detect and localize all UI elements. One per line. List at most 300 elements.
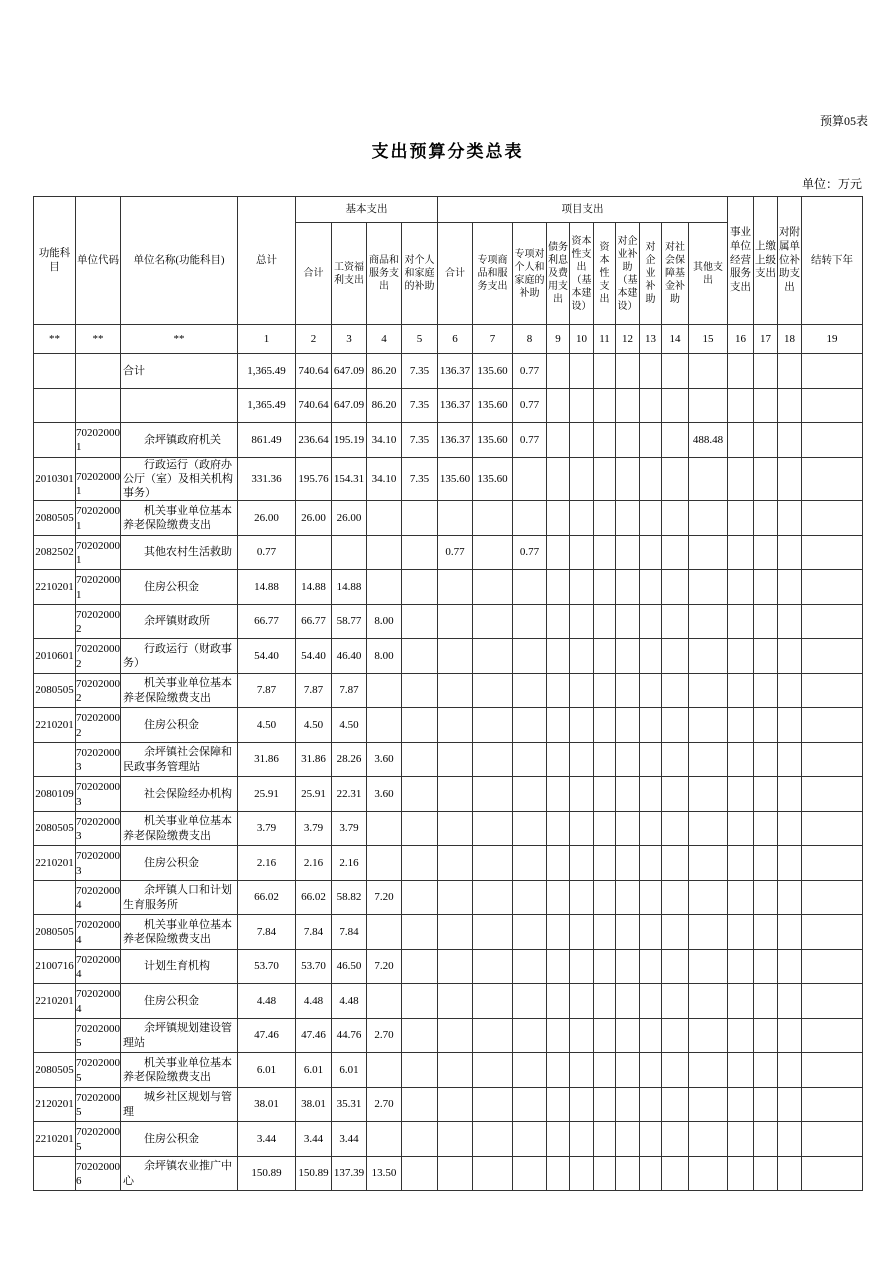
table-row xyxy=(34,984,863,1019)
cell-value-6 xyxy=(438,1122,473,1157)
cell-value-18 xyxy=(778,639,802,674)
column-index-cell: ** xyxy=(34,325,76,354)
cell-func-code xyxy=(34,742,76,777)
cell-unit-name: 机关事业单位基本养老保险缴费支出 xyxy=(121,1053,238,1088)
cell-value-12 xyxy=(616,1122,640,1157)
cell-value-5 xyxy=(402,1122,438,1157)
cell-unit-name: 机关事业单位基本养老保险缴费支出 xyxy=(121,915,238,950)
cell-value-19 xyxy=(802,535,863,570)
header-project-goods: 专项商品和服务支出 xyxy=(473,223,513,325)
cell-value-16 xyxy=(728,880,754,915)
cell-value-6 xyxy=(438,639,473,674)
cell-value-14 xyxy=(662,535,689,570)
cell-value-14 xyxy=(662,1122,689,1157)
cell-value-18 xyxy=(778,501,802,536)
cell-value-16 xyxy=(728,915,754,950)
cell-unit-code: 702020002 xyxy=(76,708,121,743)
cell-unit-code: 702020001 xyxy=(76,501,121,536)
table-row xyxy=(34,915,863,950)
cell-unit-name: 余坪镇财政所 xyxy=(121,604,238,639)
cell-value-16 xyxy=(728,846,754,881)
cell-value-7 xyxy=(473,1156,513,1191)
cell-value-12 xyxy=(616,388,640,423)
cell-value-8 xyxy=(513,846,547,881)
cell-value-16 xyxy=(728,354,754,389)
cell-value-13 xyxy=(640,604,662,639)
table-row xyxy=(34,604,863,639)
column-index-cell: 16 xyxy=(728,325,754,354)
cell-value-5 xyxy=(402,604,438,639)
cell-value-18 xyxy=(778,1018,802,1053)
cell-value-9 xyxy=(547,1087,570,1122)
header-total: 总计 xyxy=(238,197,296,325)
cell-value-9 xyxy=(547,501,570,536)
cell-value-2: 3.79 xyxy=(296,811,332,846)
cell-value-6 xyxy=(438,949,473,984)
cell-value-9 xyxy=(547,423,570,458)
cell-unit-code: 702020004 xyxy=(76,949,121,984)
cell-value-1: 150.89 xyxy=(238,1156,296,1191)
cell-value-8 xyxy=(513,501,547,536)
cell-value-3: 7.87 xyxy=(332,673,367,708)
cell-value-3: 35.31 xyxy=(332,1087,367,1122)
cell-unit-code: 702020006 xyxy=(76,1156,121,1191)
cell-value-7 xyxy=(473,604,513,639)
header-affiliate-subsidy: 对附属单位补助支出 xyxy=(778,197,802,325)
cell-value-15 xyxy=(689,354,728,389)
cell-value-7 xyxy=(473,1053,513,1088)
cell-unit-code: 702020005 xyxy=(76,1087,121,1122)
cell-unit-name: 余坪镇政府机关 xyxy=(121,423,238,458)
cell-value-9 xyxy=(547,742,570,777)
cell-value-14 xyxy=(662,501,689,536)
column-index-cell: 12 xyxy=(616,325,640,354)
cell-value-10 xyxy=(570,535,594,570)
cell-value-2 xyxy=(296,535,332,570)
cell-value-18 xyxy=(778,846,802,881)
column-index-cell: 3 xyxy=(332,325,367,354)
cell-value-18 xyxy=(778,777,802,812)
cell-value-12 xyxy=(616,1156,640,1191)
cell-value-10 xyxy=(570,501,594,536)
cell-value-7 xyxy=(473,673,513,708)
cell-value-17 xyxy=(754,742,778,777)
cell-value-15 xyxy=(689,570,728,605)
cell-value-18 xyxy=(778,708,802,743)
header-group-row xyxy=(34,197,863,223)
cell-value-1: 6.01 xyxy=(238,1053,296,1088)
cell-value-12 xyxy=(616,846,640,881)
cell-value-10 xyxy=(570,388,594,423)
cell-value-11 xyxy=(594,777,616,812)
cell-value-18 xyxy=(778,354,802,389)
cell-value-7 xyxy=(473,846,513,881)
cell-value-18 xyxy=(778,742,802,777)
cell-value-17 xyxy=(754,388,778,423)
cell-value-6 xyxy=(438,1087,473,1122)
cell-value-3: 58.77 xyxy=(332,604,367,639)
cell-value-13 xyxy=(640,501,662,536)
cell-value-17 xyxy=(754,604,778,639)
cell-unit-name: 住房公积金 xyxy=(121,1122,238,1157)
header-unit-code: 单位代码 xyxy=(76,197,121,325)
cell-value-6 xyxy=(438,673,473,708)
cell-value-12 xyxy=(616,673,640,708)
cell-value-9 xyxy=(547,984,570,1019)
cell-value-6 xyxy=(438,777,473,812)
cell-value-13 xyxy=(640,639,662,674)
cell-value-17 xyxy=(754,915,778,950)
cell-value-4 xyxy=(367,708,402,743)
cell-value-10 xyxy=(570,570,594,605)
cell-value-19 xyxy=(802,604,863,639)
cell-func-code xyxy=(34,880,76,915)
cell-value-3: 195.19 xyxy=(332,423,367,458)
column-index-cell: 2 xyxy=(296,325,332,354)
cell-value-18 xyxy=(778,880,802,915)
cell-value-3: 22.31 xyxy=(332,777,367,812)
cell-value-4: 2.70 xyxy=(367,1018,402,1053)
cell-func-code: 2120201 xyxy=(34,1087,76,1122)
cell-value-15 xyxy=(689,535,728,570)
cell-value-15 xyxy=(689,880,728,915)
cell-value-5 xyxy=(402,1087,438,1122)
cell-value-14 xyxy=(662,457,689,501)
cell-value-11 xyxy=(594,811,616,846)
cell-value-3: 137.39 xyxy=(332,1156,367,1191)
cell-value-4: 86.20 xyxy=(367,354,402,389)
cell-value-5 xyxy=(402,915,438,950)
cell-value-1: 7.84 xyxy=(238,915,296,950)
cell-value-16 xyxy=(728,673,754,708)
cell-value-15 xyxy=(689,949,728,984)
header-project-enterprise-construction: 对企业补助（基本建设） xyxy=(616,223,640,325)
cell-value-14 xyxy=(662,708,689,743)
cell-value-12 xyxy=(616,354,640,389)
cell-value-16 xyxy=(728,1018,754,1053)
cell-value-16 xyxy=(728,604,754,639)
cell-value-12 xyxy=(616,915,640,950)
cell-value-7: 135.60 xyxy=(473,388,513,423)
cell-value-11 xyxy=(594,388,616,423)
cell-value-2: 150.89 xyxy=(296,1156,332,1191)
cell-unit-code: 702020003 xyxy=(76,846,121,881)
cell-value-1: 2.16 xyxy=(238,846,296,881)
cell-value-4: 3.60 xyxy=(367,777,402,812)
table-row xyxy=(34,423,863,458)
cell-value-3: 7.84 xyxy=(332,915,367,950)
cell-unit-code: 702020002 xyxy=(76,604,121,639)
cell-value-12 xyxy=(616,949,640,984)
cell-value-14 xyxy=(662,1087,689,1122)
cell-value-16 xyxy=(728,811,754,846)
column-index-cell: ** xyxy=(76,325,121,354)
cell-unit-code: 702020004 xyxy=(76,880,121,915)
cell-value-19 xyxy=(802,777,863,812)
cell-value-6: 135.60 xyxy=(438,457,473,501)
cell-value-3: 28.26 xyxy=(332,742,367,777)
column-index-cell: 14 xyxy=(662,325,689,354)
cell-unit-name: 机关事业单位基本养老保险缴费支出 xyxy=(121,501,238,536)
cell-unit-code: 702020005 xyxy=(76,1122,121,1157)
cell-value-1: 47.46 xyxy=(238,1018,296,1053)
table-row xyxy=(34,501,863,536)
cell-value-10 xyxy=(570,984,594,1019)
cell-value-6 xyxy=(438,846,473,881)
cell-value-13 xyxy=(640,984,662,1019)
cell-func-code: 2080505 xyxy=(34,811,76,846)
cell-value-14 xyxy=(662,570,689,605)
column-index-cell: 15 xyxy=(689,325,728,354)
cell-value-11 xyxy=(594,423,616,458)
cell-value-19 xyxy=(802,949,863,984)
cell-unit-name: 机关事业单位基本养老保险缴费支出 xyxy=(121,673,238,708)
cell-value-15 xyxy=(689,708,728,743)
cell-value-11 xyxy=(594,708,616,743)
cell-value-16 xyxy=(728,1156,754,1191)
cell-value-4: 3.60 xyxy=(367,742,402,777)
cell-value-8: 0.77 xyxy=(513,388,547,423)
column-index-cell: 11 xyxy=(594,325,616,354)
cell-value-17 xyxy=(754,673,778,708)
cell-value-3: 4.50 xyxy=(332,708,367,743)
cell-value-8 xyxy=(513,604,547,639)
cell-func-code xyxy=(34,1018,76,1053)
cell-value-13 xyxy=(640,949,662,984)
cell-value-6 xyxy=(438,570,473,605)
cell-value-6 xyxy=(438,501,473,536)
cell-unit-name: 余坪镇农业推广中心 xyxy=(121,1156,238,1191)
cell-value-11 xyxy=(594,846,616,881)
cell-value-8 xyxy=(513,457,547,501)
cell-value-3: 647.09 xyxy=(332,388,367,423)
cell-value-3: 647.09 xyxy=(332,354,367,389)
cell-value-3 xyxy=(332,535,367,570)
table-row xyxy=(34,457,863,501)
cell-value-7 xyxy=(473,915,513,950)
cell-unit-name: 行政运行（政府办公厅（室）及相关机构事务） xyxy=(121,457,238,501)
cell-value-1: 1,365.49 xyxy=(238,354,296,389)
cell-value-2: 54.40 xyxy=(296,639,332,674)
cell-value-9 xyxy=(547,846,570,881)
cell-value-4: 34.10 xyxy=(367,423,402,458)
cell-value-7 xyxy=(473,708,513,743)
cell-value-12 xyxy=(616,639,640,674)
cell-value-5 xyxy=(402,1018,438,1053)
cell-value-1: 26.00 xyxy=(238,501,296,536)
cell-value-7 xyxy=(473,1122,513,1157)
cell-value-13 xyxy=(640,535,662,570)
cell-func-code xyxy=(34,604,76,639)
cell-value-8 xyxy=(513,1122,547,1157)
cell-func-code xyxy=(34,354,76,389)
cell-value-10 xyxy=(570,1156,594,1191)
cell-value-16 xyxy=(728,570,754,605)
cell-unit-name: 行政运行（财政事务） xyxy=(121,639,238,674)
cell-func-code: 2082502 xyxy=(34,535,76,570)
header-project-social-security: 对社会保障基金补助 xyxy=(662,223,689,325)
cell-unit-code: 702020001 xyxy=(76,423,121,458)
cell-value-16 xyxy=(728,1122,754,1157)
header-group-project: 项目支出 xyxy=(438,197,728,223)
cell-value-18 xyxy=(778,673,802,708)
cell-value-18 xyxy=(778,984,802,1019)
cell-value-4 xyxy=(367,673,402,708)
cell-value-14 xyxy=(662,915,689,950)
cell-value-11 xyxy=(594,742,616,777)
cell-value-7 xyxy=(473,1018,513,1053)
cell-value-9 xyxy=(547,1018,570,1053)
cell-value-2: 2.16 xyxy=(296,846,332,881)
table-row xyxy=(34,811,863,846)
cell-value-17 xyxy=(754,1087,778,1122)
cell-value-14 xyxy=(662,388,689,423)
cell-value-1: 4.50 xyxy=(238,708,296,743)
cell-value-7 xyxy=(473,811,513,846)
cell-unit-name: 合计 xyxy=(121,354,238,389)
cell-value-10 xyxy=(570,604,594,639)
cell-value-7 xyxy=(473,984,513,1019)
column-index-cell: 18 xyxy=(778,325,802,354)
cell-value-16 xyxy=(728,501,754,536)
cell-value-6 xyxy=(438,708,473,743)
cell-value-14 xyxy=(662,423,689,458)
cell-value-7 xyxy=(473,742,513,777)
cell-unit-name: 住房公积金 xyxy=(121,846,238,881)
cell-value-10 xyxy=(570,1018,594,1053)
cell-value-14 xyxy=(662,639,689,674)
cell-value-10 xyxy=(570,1053,594,1088)
cell-value-4 xyxy=(367,984,402,1019)
cell-value-9 xyxy=(547,354,570,389)
cell-func-code: 2100716 xyxy=(34,949,76,984)
cell-value-9 xyxy=(547,949,570,984)
cell-value-8 xyxy=(513,1053,547,1088)
cell-value-2: 14.88 xyxy=(296,570,332,605)
cell-func-code: 2080505 xyxy=(34,915,76,950)
cell-unit-name: 城乡社区规划与管理 xyxy=(121,1087,238,1122)
cell-value-17 xyxy=(754,1122,778,1157)
cell-value-9 xyxy=(547,639,570,674)
cell-value-15 xyxy=(689,1018,728,1053)
cell-value-6 xyxy=(438,984,473,1019)
cell-value-9 xyxy=(547,1122,570,1157)
cell-value-19 xyxy=(802,915,863,950)
cell-value-16 xyxy=(728,777,754,812)
cell-value-5 xyxy=(402,742,438,777)
cell-value-13 xyxy=(640,457,662,501)
column-index-row xyxy=(34,325,863,354)
cell-value-2: 26.00 xyxy=(296,501,332,536)
cell-value-15 xyxy=(689,846,728,881)
cell-value-10 xyxy=(570,1122,594,1157)
cell-value-7: 135.60 xyxy=(473,354,513,389)
cell-value-10 xyxy=(570,742,594,777)
cell-value-12 xyxy=(616,570,640,605)
cell-value-13 xyxy=(640,1087,662,1122)
cell-value-1: 0.77 xyxy=(238,535,296,570)
cell-value-11 xyxy=(594,1018,616,1053)
cell-value-2: 740.64 xyxy=(296,354,332,389)
cell-value-7 xyxy=(473,535,513,570)
cell-value-7 xyxy=(473,639,513,674)
cell-value-18 xyxy=(778,1122,802,1157)
cell-value-15 xyxy=(689,1122,728,1157)
cell-unit-code: 702020001 xyxy=(76,535,121,570)
cell-value-8 xyxy=(513,984,547,1019)
cell-value-13 xyxy=(640,1053,662,1088)
cell-value-17 xyxy=(754,811,778,846)
cell-unit-name: 余坪镇人口和计划生育服务所 xyxy=(121,880,238,915)
cell-value-6 xyxy=(438,742,473,777)
cell-value-13 xyxy=(640,777,662,812)
cell-value-1: 54.40 xyxy=(238,639,296,674)
cell-value-10 xyxy=(570,846,594,881)
cell-value-11 xyxy=(594,1053,616,1088)
cell-value-6 xyxy=(438,604,473,639)
column-index-cell: 5 xyxy=(402,325,438,354)
cell-value-13 xyxy=(640,673,662,708)
header-upper-remit: 上缴上级支出 xyxy=(754,197,778,325)
cell-value-19 xyxy=(802,570,863,605)
table-body xyxy=(34,354,863,1191)
cell-value-1: 66.77 xyxy=(238,604,296,639)
cell-unit-name: 住房公积金 xyxy=(121,984,238,1019)
cell-value-9 xyxy=(547,708,570,743)
cell-value-3: 6.01 xyxy=(332,1053,367,1088)
cell-value-15 xyxy=(689,388,728,423)
header-basic-personal: 对个人和家庭的补助 xyxy=(402,223,438,325)
cell-value-12 xyxy=(616,984,640,1019)
header-group-basic: 基本支出 xyxy=(296,197,438,223)
cell-value-4: 13.50 xyxy=(367,1156,402,1191)
cell-value-10 xyxy=(570,1087,594,1122)
column-index-cell: 8 xyxy=(513,325,547,354)
cell-func-code: 2080109 xyxy=(34,777,76,812)
cell-value-9 xyxy=(547,535,570,570)
cell-func-code: 2080505 xyxy=(34,1053,76,1088)
cell-value-15 xyxy=(689,777,728,812)
cell-unit-name: 住房公积金 xyxy=(121,570,238,605)
cell-value-12 xyxy=(616,535,640,570)
cell-value-4 xyxy=(367,1122,402,1157)
cell-value-6: 0.77 xyxy=(438,535,473,570)
cell-value-2: 53.70 xyxy=(296,949,332,984)
cell-value-9 xyxy=(547,673,570,708)
cell-value-19 xyxy=(802,846,863,881)
cell-value-8 xyxy=(513,811,547,846)
cell-value-11 xyxy=(594,949,616,984)
cell-value-15 xyxy=(689,984,728,1019)
cell-value-10 xyxy=(570,949,594,984)
cell-value-10 xyxy=(570,354,594,389)
cell-value-3: 46.50 xyxy=(332,949,367,984)
table-row xyxy=(34,673,863,708)
cell-value-6 xyxy=(438,915,473,950)
form-number-label: 预算05表 xyxy=(819,114,868,128)
cell-value-16 xyxy=(728,949,754,984)
cell-value-13 xyxy=(640,1018,662,1053)
unit-note: 单位：万元 xyxy=(801,177,862,191)
header-project-personal: 专项对个人和家庭的补助 xyxy=(513,223,547,325)
cell-value-15 xyxy=(689,1156,728,1191)
cell-value-10 xyxy=(570,457,594,501)
cell-value-4: 7.20 xyxy=(367,880,402,915)
cell-value-8 xyxy=(513,1156,547,1191)
cell-value-11 xyxy=(594,457,616,501)
cell-value-11 xyxy=(594,984,616,1019)
table-row xyxy=(34,1053,863,1088)
